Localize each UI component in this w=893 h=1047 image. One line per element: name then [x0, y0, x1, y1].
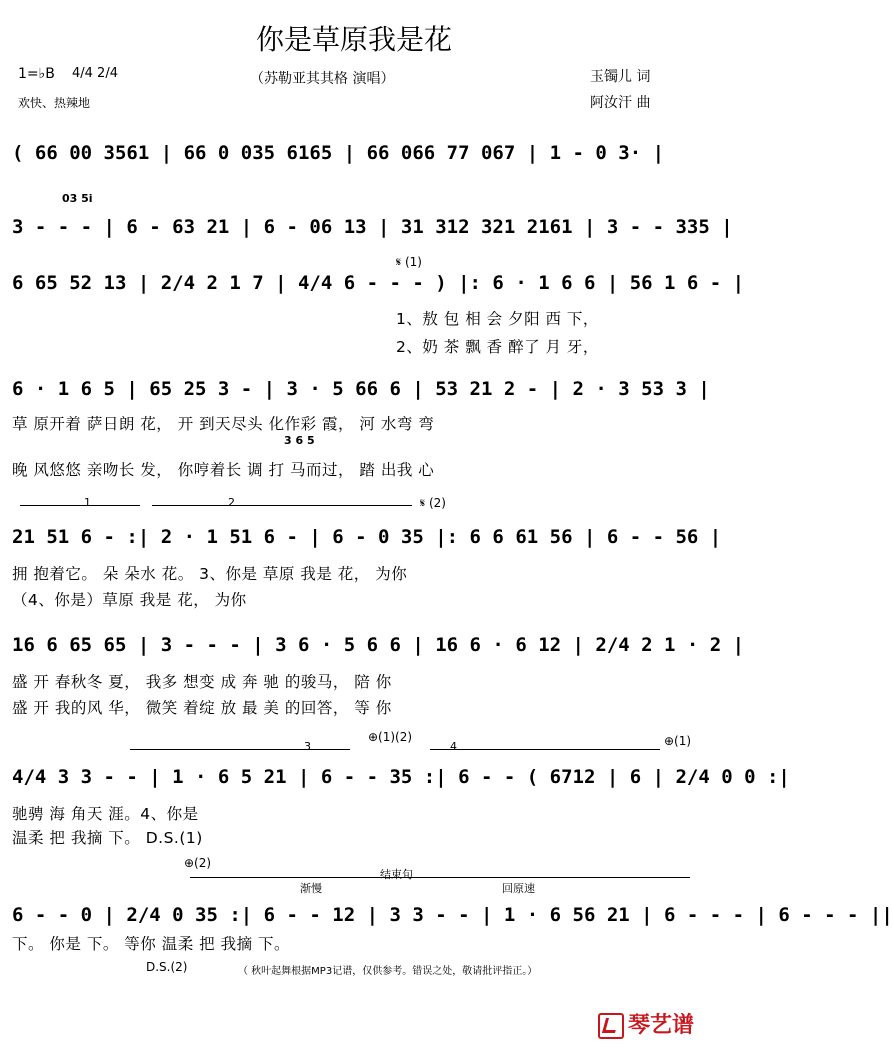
key-signature: 1=♭B — [18, 66, 55, 82]
notation-line: 6 65 52 13 | 2/4 2 1 7 | 4/4 6 - - - ) |: 6 · 1 6 6 | 56 1 6 - | — [12, 272, 745, 294]
segno-mark: 𝄋 (1) — [396, 255, 422, 269]
small-notes: 03 5i — [62, 192, 93, 205]
lyric-line: 晚 风悠悠 亲吻长 发， 你哼着长 调 打 马而过， 踏 出我 心 — [12, 461, 435, 479]
volta-bracket — [130, 749, 350, 750]
volta-number: 2 — [228, 496, 235, 509]
notation-line: 6 - - 0 | 2/4 0 35 :| 6 - - 12 | 3 3 - - | 1 · 6 56 21 | 6 - - - | 6 - - - || — [12, 904, 893, 926]
lyric-line: 盛 开 春秋冬 夏， 我多 想变 成 奔 驰 的骏马， 陪 你 — [12, 673, 392, 691]
coda-mark: ⊕(1)(2) — [368, 730, 413, 744]
volta-number: 3 — [304, 740, 311, 753]
notation-line: ( 66 00 3561 | 66 0 035 6165 | 66 066 77 067 | 1 - 0 3· | — [12, 142, 665, 164]
lyric-line: 下。 你是 下。 等你 温柔 把 我摘 下。 — [12, 935, 290, 953]
small-notes: 3 6 5 — [284, 434, 315, 447]
lyric-line: 2、奶 茶 飘 香 醉了 月 牙， — [396, 338, 599, 356]
logo-icon — [598, 1013, 624, 1039]
notation-line: 16 6 65 65 | 3 - - - | 3 6 · 5 6 6 | 16 6 · 6 12 | 2/4 2 1 · 2 | — [12, 634, 745, 656]
footnote: （ 秋叶起舞根据MP3记谱，仅供参考。错误之处，敬请批评指正。） — [238, 966, 538, 977]
volta-number: 4 — [450, 740, 457, 753]
singer-credit: （苏勒亚其其格 演唱） — [250, 71, 395, 87]
lyric-line: 1、敖 包 相 会 夕阳 西 下， — [396, 310, 599, 328]
song-title: 你是草原我是花 — [255, 23, 452, 56]
tempo-resume: 回原速 — [502, 882, 535, 895]
notation-line: 3 - - - | 6 - 63 21 | 6 - 06 13 | 31 312 321 2161 | 3 - - 335 | — [12, 216, 733, 238]
coda-mark: ⊕(1) — [664, 734, 692, 748]
lyric-line: 温柔 把 我摘 下。 D.S.(1) — [12, 829, 203, 847]
composer-credit: 阿汝汗 曲 — [590, 95, 651, 111]
ending-bracket — [190, 877, 690, 878]
lyric-line: 驰骋 海 角天 涯。4、你是 — [12, 805, 199, 823]
volta-number: 1 — [84, 496, 91, 509]
coda-label: 结束句 — [380, 868, 413, 881]
notation-line: 21 51 6 - :| 2 · 1 51 6 - | 6 - 0 35 |: 6 6 61 56 | 6 - - 56 | — [12, 526, 722, 548]
volta-bracket — [430, 749, 660, 750]
lyric-line: （4、你是）草原 我是 花， 为你 — [12, 591, 247, 609]
ds-mark: D.S.(2) — [146, 960, 188, 974]
volta-bracket — [20, 505, 140, 506]
time-signature: 4/4 2/4 — [72, 66, 118, 81]
lyricist-credit: 玉镯儿 词 — [590, 69, 651, 85]
lyric-line: 拥 抱着它。 朵 朵水 花。 3、你是 草原 我是 花， 为你 — [12, 565, 408, 583]
lyric-line: 草 原开着 萨日朗 花， 开 到天尽头 化作彩 霞， 河 水弯 弯 — [12, 415, 435, 433]
notation-line: 6 · 1 6 5 | 65 25 3 - | 3 · 5 66 6 | 53 21 2 - | 2 · 3 53 3 | — [12, 378, 710, 400]
segno-mark: 𝄋 (2) — [420, 496, 446, 510]
logo-text: 琴艺谱 — [627, 1013, 694, 1038]
tempo-slowing: 渐慢 — [300, 882, 322, 895]
volta-bracket — [152, 505, 412, 506]
lyric-line: 盛 开 我的风 华， 微笑 着绽 放 最 美 的回答， 等 你 — [12, 699, 392, 717]
notation-line: 4/4 3 3 - - | 1 · 6 5 21 | 6 - - 35 :| 6 - - ( 6712 | 6 | 2/4 0 0 :| — [12, 766, 790, 788]
coda-mark: ⊕(2) — [184, 856, 212, 870]
site-logo — [598, 1008, 694, 1039]
tempo-marking: 欢快、热辣地 — [18, 96, 91, 110]
